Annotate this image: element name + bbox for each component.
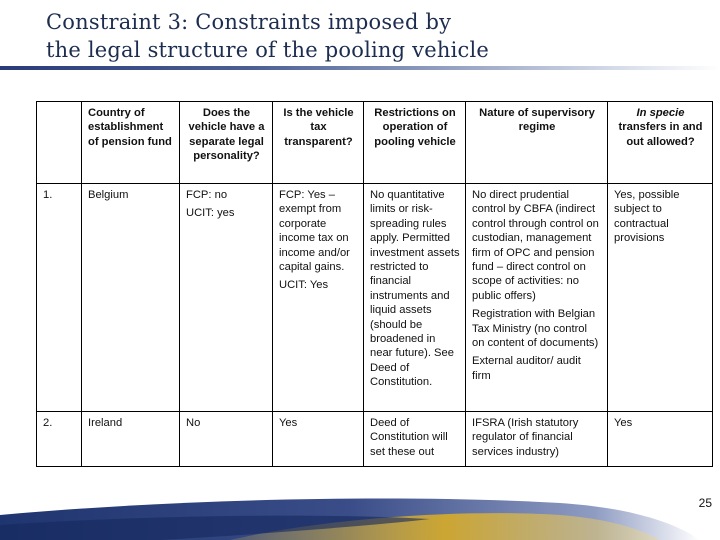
cell-in-specie (608, 412, 713, 467)
header-number (37, 102, 82, 184)
cell-text: Yes (279, 417, 298, 429)
cell-text: External auditor/ audit firm (472, 355, 581, 382)
constraints-table-wrapper (36, 101, 712, 466)
cell-legal-personality (180, 184, 273, 412)
cell-country: Belgium (82, 184, 180, 412)
cell-text: IFSRA (Irish statutory regulator of financial services industry) (472, 417, 579, 458)
constraints-table (36, 101, 713, 467)
header-restrictions: Restrictions on operation of pooling vehicle (364, 102, 466, 184)
table-row (37, 184, 713, 412)
header-in-specie-rest: transfers in and out allowed? (618, 121, 703, 148)
table-row (37, 412, 713, 467)
table-header-row (37, 102, 713, 184)
header-in-specie (608, 102, 713, 184)
cell-text: Yes (614, 417, 633, 429)
header-supervisory-regime: Nature of supervisory regime (466, 102, 608, 184)
cell-tax-transparent (273, 412, 364, 467)
cell-legal-personality (180, 412, 273, 467)
cell-country: Ireland (82, 412, 180, 467)
header-legal-personality: Does the vehicle have a separate legal personality? (180, 102, 273, 184)
header-country: Country of establishment of pension fund (82, 102, 180, 184)
title-line-1: Constraint 3: Constraints imposed by (46, 10, 452, 34)
slide-title (46, 8, 686, 64)
cell-supervisory-regime (466, 412, 608, 467)
row-number: 1. (37, 184, 82, 412)
title-underline (0, 66, 720, 70)
cell-in-specie (608, 184, 713, 412)
cell-text: No direct prudential control by CBFA (indirect control through control on custodian, management firm of OPC and pension fund – direct control on scope of activities: no public offers) (472, 189, 599, 302)
cell-restrictions (364, 412, 466, 467)
header-in-specie-italic: In specie (636, 107, 685, 119)
cell-text: No (186, 417, 201, 429)
footer-swoosh-decoration (0, 495, 720, 540)
cell-text: FCP: no (186, 189, 228, 201)
cell-text: Registration with Belgian Tax Ministry (no control on content of documents) (472, 308, 599, 350)
header-tax-transparent: Is the vehicle tax transparent? (273, 102, 364, 184)
cell-text: UCIT: yes (186, 207, 235, 220)
cell-text: UCIT: Yes (279, 279, 329, 292)
page-number: 25 (698, 496, 712, 510)
cell-text: No quantitative limits or risk-spreading rules apply. Permitted investment assets restricted to financial instruments and liquid assets (should be broadened in near future). See Deed of Constitution. (370, 189, 460, 389)
cell-supervisory-regime (466, 184, 608, 412)
cell-text: FCP: Yes – exempt from corporate income tax on income and/or capital gains. (279, 189, 350, 274)
cell-text: Deed of Constitution will set these out (370, 417, 448, 458)
cell-restrictions (364, 184, 466, 412)
cell-text: Yes, possible subject to contractual provisions (614, 189, 680, 245)
row-number: 2. (37, 412, 82, 467)
title-line-2: the legal structure of the pooling vehicle (46, 38, 490, 62)
cell-tax-transparent (273, 184, 364, 412)
